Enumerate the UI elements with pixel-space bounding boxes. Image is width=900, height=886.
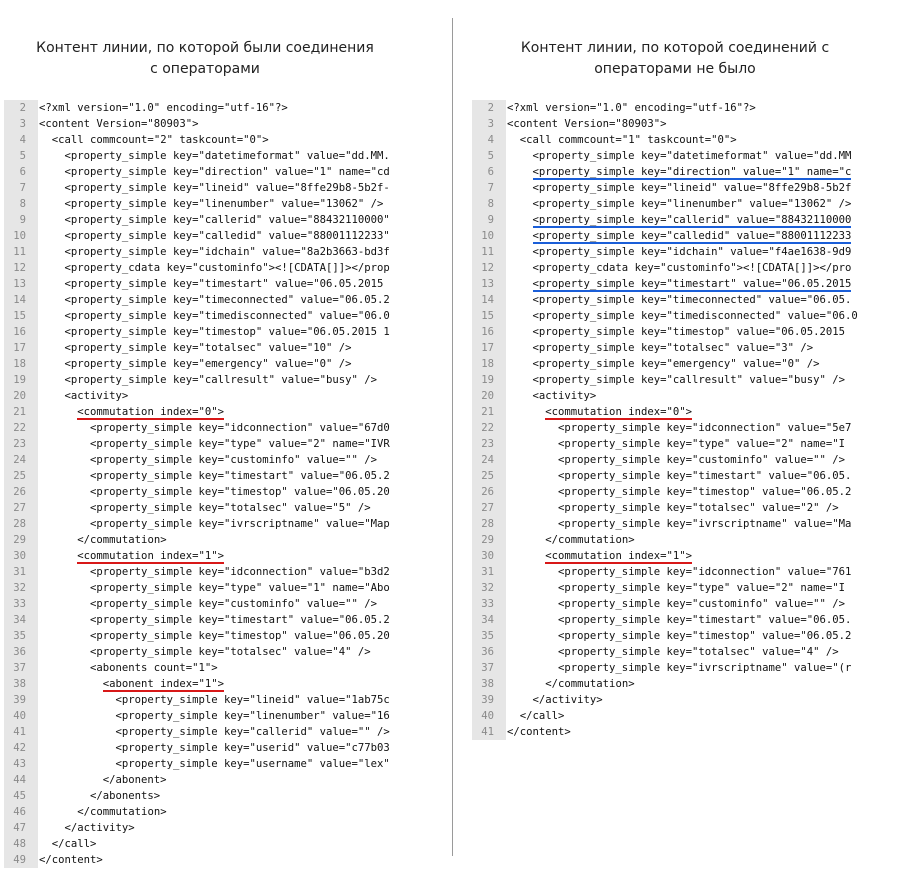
line-number: 3 <box>487 118 494 130</box>
line-number: 10 <box>481 230 494 242</box>
code-text: <property_simple key="callerid" value="88432110000 <box>532 214 852 226</box>
code-text: <property_simple key="type" value="2" name="IVR <box>90 438 390 450</box>
code-line <box>4 276 426 292</box>
line-number: 20 <box>481 390 494 402</box>
line-number: 38 <box>13 678 26 690</box>
code-text: <property_simple key="timestop" value="06.05.20 <box>90 630 390 642</box>
code-line <box>472 420 885 436</box>
code-line <box>4 516 426 532</box>
code-text: <property_simple key="custominfo" value="" /> <box>90 598 378 610</box>
line-number: 4 <box>487 134 494 146</box>
line-number: 22 <box>13 422 26 434</box>
line-number: 20 <box>13 390 26 402</box>
code-line <box>4 708 426 724</box>
line-number: 8 <box>19 198 26 210</box>
code-line <box>4 468 426 484</box>
line-number: 3 <box>19 118 26 130</box>
code-line <box>4 132 426 148</box>
line-number: 18 <box>13 358 26 370</box>
code-text: <call commcount="2" taskcount="0"> <box>51 134 269 146</box>
line-number: 42 <box>13 742 26 754</box>
line-number: 30 <box>481 550 494 562</box>
line-number: 34 <box>481 614 494 626</box>
code-text: <property_simple key="lineid" value="8ffe29b8-5b2f- <box>64 182 390 194</box>
code-line <box>4 324 426 340</box>
code-text: <property_simple key="type" value="2" name="I <box>558 438 846 450</box>
code-text: <property_simple key="idconnection" value="b3d2 <box>90 566 390 578</box>
code-text: <property_simple key="callerid" value="" /> <box>115 726 390 738</box>
line-number: 36 <box>481 646 494 658</box>
code-line <box>472 148 885 164</box>
code-line <box>472 164 885 180</box>
line-number: 12 <box>13 262 26 274</box>
code-text: <property_simple key="idchain" value="8a2b3663-bd3f <box>64 246 390 258</box>
code-text: <property_simple key="timestop" value="06.05.20 <box>90 486 390 498</box>
code-line <box>472 580 885 596</box>
line-number: 38 <box>481 678 494 690</box>
code-text: <property_cdata key="custominfo"><![CDATA[]]></pro <box>532 262 852 274</box>
line-number: 29 <box>481 534 494 546</box>
code-text: <property_simple key="emergency" value="0" /> <box>64 358 352 370</box>
panel-divider <box>452 18 453 856</box>
code-line <box>4 148 426 164</box>
code-line <box>4 308 426 324</box>
line-number: 43 <box>13 758 26 770</box>
line-number: 10 <box>13 230 26 242</box>
line-number: 5 <box>487 150 494 162</box>
code-line <box>4 564 426 580</box>
code-text: <property_simple key="custominfo" value="" /> <box>558 454 846 466</box>
code-text: <property_simple key="timestop" value="06.05.2 <box>558 630 852 642</box>
line-number: 7 <box>19 182 26 194</box>
line-number: 37 <box>481 662 494 674</box>
code-text: </call> <box>51 838 97 850</box>
line-number: 25 <box>13 470 26 482</box>
code-text: <?xml version="1.0" encoding="utf-16"?> <box>507 102 756 114</box>
code-line <box>472 340 885 356</box>
code-line <box>4 532 426 548</box>
code-text: <property_simple key="callresult" value="busy" /> <box>64 374 378 386</box>
line-number: 11 <box>481 246 494 258</box>
code-text: <property_simple key="totalsec" value="4" /> <box>558 646 839 658</box>
code-text: </activity> <box>532 694 603 706</box>
code-text: <property_simple key="timestop" value="06.05.2 <box>558 486 852 498</box>
code-text: <property_cdata key="custominfo"><![CDATA[]]></prop <box>64 262 390 274</box>
code-text: <property_simple key="ivrscriptname" value="Map <box>90 518 390 530</box>
code-line <box>472 532 885 548</box>
code-line <box>472 516 885 532</box>
line-number: 7 <box>487 182 494 194</box>
code-text: <property_simple key="ivrscriptname" value="Ma <box>558 518 852 530</box>
code-text: <abonents count="1"> <box>90 662 218 674</box>
code-text: <commutation index="1"> <box>77 550 224 562</box>
code-text: <property_simple key="timedisconnected" value="06.0 <box>64 310 390 322</box>
code-line <box>4 740 426 756</box>
code-line <box>472 212 885 228</box>
code-line <box>4 804 426 820</box>
line-number: 35 <box>481 630 494 642</box>
code-line <box>472 724 885 740</box>
code-line <box>4 420 426 436</box>
code-text: <content Version="80903"> <box>507 118 667 130</box>
code-text: <property_simple key="timestop" value="06.05.2015 1 <box>64 326 390 338</box>
code-text: <property_simple key="idconnection" value="67d0 <box>90 422 390 434</box>
line-number: 15 <box>481 310 494 322</box>
code-text: <property_simple key="timestart" value="06.05.2015 <box>532 278 852 290</box>
line-number: 46 <box>13 806 26 818</box>
code-text: <property_simple key="idconnection" value="761 <box>558 566 852 578</box>
code-text: </content> <box>507 726 571 738</box>
line-number: 29 <box>13 534 26 546</box>
line-number: 13 <box>481 278 494 290</box>
line-number: 37 <box>13 662 26 674</box>
code-line <box>4 724 426 740</box>
code-text: </abonents> <box>90 790 161 802</box>
code-text: <property_simple key="idchain" value="f4ae1638-9d9 <box>532 246 852 258</box>
line-number: 2 <box>487 102 494 114</box>
line-number: 5 <box>19 150 26 162</box>
line-number: 23 <box>481 438 494 450</box>
line-number: 40 <box>13 710 26 722</box>
line-number: 15 <box>13 310 26 322</box>
code-line <box>4 292 426 308</box>
line-number: 39 <box>13 694 26 706</box>
line-number: 16 <box>13 326 26 338</box>
code-line <box>4 260 426 276</box>
code-text: </content> <box>39 854 103 866</box>
code-line <box>472 548 885 564</box>
code-line <box>4 452 426 468</box>
code-line <box>472 116 885 132</box>
code-line <box>4 596 426 612</box>
code-line <box>4 164 426 180</box>
code-text: <property_simple key="linenumber" value="13062" /> <box>532 198 852 210</box>
code-text: <property_simple key="totalsec" value="4" /> <box>90 646 371 658</box>
line-number: 31 <box>13 566 26 578</box>
line-number: 34 <box>13 614 26 626</box>
code-text: <property_simple key="timestart" value="06.05. <box>558 614 852 626</box>
code-line <box>472 596 885 612</box>
line-number: 32 <box>13 582 26 594</box>
line-number: 24 <box>481 454 494 466</box>
line-number: 27 <box>13 502 26 514</box>
code-line <box>4 212 426 228</box>
line-number: 35 <box>13 630 26 642</box>
code-line <box>4 100 426 116</box>
code-text: <property_simple key="timestart" value="06.05. <box>558 470 852 482</box>
line-number: 33 <box>13 598 26 610</box>
line-number: 28 <box>13 518 26 530</box>
code-line <box>472 244 885 260</box>
code-text: <property_simple key="direction" value="1" name="c <box>532 166 852 178</box>
line-number: 8 <box>487 198 494 210</box>
code-text: <property_simple key="timestart" value="06.05.2 <box>90 614 390 626</box>
code-text: <property_simple key="emergency" value="0" /> <box>532 358 820 370</box>
line-number: 14 <box>481 294 494 306</box>
code-line <box>472 692 885 708</box>
code-line <box>4 788 426 804</box>
code-line <box>4 836 426 852</box>
line-number: 26 <box>13 486 26 498</box>
line-number: 44 <box>13 774 26 786</box>
code-line <box>4 852 426 868</box>
left-caption: Контент линии, по которой были соединения с операторами <box>36 40 374 77</box>
code-line <box>472 260 885 276</box>
line-number: 30 <box>13 550 26 562</box>
line-number: 41 <box>481 726 494 738</box>
line-number: 49 <box>13 854 26 866</box>
code-line <box>4 180 426 196</box>
code-text: <property_simple key="calledid" value="88001112233 <box>532 230 852 242</box>
code-text: <?xml version="1.0" encoding="utf-16"?> <box>39 102 288 114</box>
code-line <box>472 404 885 420</box>
code-text: <property_simple key="timestart" value="06.05.2015 <box>64 278 384 290</box>
line-number: 27 <box>481 502 494 514</box>
line-number: 25 <box>481 470 494 482</box>
code-text: <property_simple key="totalsec" value="3" /> <box>532 342 814 354</box>
code-text: <property_simple key="totalsec" value="10" /> <box>64 342 352 354</box>
code-line <box>472 372 885 388</box>
line-number: 40 <box>481 710 494 722</box>
code-line <box>472 180 885 196</box>
code-line <box>472 644 885 660</box>
line-number: 14 <box>13 294 26 306</box>
code-line <box>472 276 885 292</box>
code-line <box>4 228 426 244</box>
code-line <box>472 292 885 308</box>
code-text: </commutation> <box>77 806 167 818</box>
code-text: <property_simple key="lineid" value="8ffe29b8-5b2f <box>532 182 852 194</box>
line-number: 19 <box>481 374 494 386</box>
code-text: <property_simple key="timeconnected" value="06.05. <box>532 294 852 306</box>
line-number: 45 <box>13 790 26 802</box>
code-line <box>472 308 885 324</box>
code-line <box>4 436 426 452</box>
code-line <box>472 708 885 724</box>
code-line <box>4 404 426 420</box>
code-text: <property_simple key="custominfo" value="" /> <box>558 598 846 610</box>
code-text: <property_simple key="callresult" value="busy" /> <box>532 374 846 386</box>
line-number: 32 <box>481 582 494 594</box>
code-line <box>4 820 426 836</box>
line-number: 21 <box>481 406 494 418</box>
code-text: <property_simple key="custominfo" value="" /> <box>90 454 378 466</box>
line-number: 9 <box>19 214 26 226</box>
right-code-listing <box>472 100 885 740</box>
code-line <box>472 628 885 644</box>
code-line <box>4 756 426 772</box>
code-line <box>472 324 885 340</box>
code-line <box>472 196 885 212</box>
code-line <box>4 612 426 628</box>
code-line <box>472 132 885 148</box>
line-number: 33 <box>481 598 494 610</box>
code-text: <property_simple key="ivrscriptname" value="(r <box>558 662 852 674</box>
line-number: 19 <box>13 374 26 386</box>
code-text: <call commcount="1" taskcount="0"> <box>519 134 737 146</box>
line-number: 11 <box>13 246 26 258</box>
code-line <box>4 244 426 260</box>
code-line <box>4 660 426 676</box>
code-text: <property_simple key="idconnection" value="5e7 <box>558 422 852 434</box>
line-number: 17 <box>13 342 26 354</box>
code-text: <activity> <box>64 390 129 402</box>
line-number: 12 <box>481 262 494 274</box>
code-line <box>4 388 426 404</box>
code-line <box>4 580 426 596</box>
line-number: 28 <box>481 518 494 530</box>
code-text: </abonent> <box>102 774 167 786</box>
line-number: 26 <box>481 486 494 498</box>
code-text: <property_simple key="type" value="2" name="I <box>558 582 846 594</box>
code-text: <property_simple key="direction" value="1" name="cd <box>64 166 390 178</box>
code-line <box>472 356 885 372</box>
code-line <box>4 500 426 516</box>
code-text: <property_simple key="totalsec" value="5" /> <box>90 502 371 514</box>
code-line <box>4 340 426 356</box>
line-number: 24 <box>13 454 26 466</box>
line-number: 17 <box>481 342 494 354</box>
code-text: <property_simple key="timeconnected" value="06.05.2 <box>64 294 390 306</box>
code-text: <property_simple key="totalsec" value="2" /> <box>558 502 839 514</box>
code-text: <content Version="80903"> <box>39 118 199 130</box>
code-line <box>472 468 885 484</box>
code-line <box>4 676 426 692</box>
line-number: 4 <box>19 134 26 146</box>
code-text: <property_simple key="timestop" value="06.05.2015 <box>532 326 846 338</box>
code-line <box>472 676 885 692</box>
code-text: <property_simple key="datetimeformat" value="dd.MM <box>532 150 852 162</box>
code-line <box>4 356 426 372</box>
code-text: <property_simple key="userid" value="c77b03 <box>115 742 390 754</box>
right-caption: Контент линии, по которой соединений с операторами не было <box>520 40 830 77</box>
code-text: <abonent index="1"> <box>102 678 224 690</box>
code-text: <commutation index="0"> <box>545 406 692 418</box>
code-text: <property_simple key="username" value="lex" <box>115 758 390 770</box>
code-text: <property_simple key="linenumber" value="16 <box>115 710 390 722</box>
line-number: 39 <box>481 694 494 706</box>
code-text: <activity> <box>532 390 597 402</box>
code-line <box>4 484 426 500</box>
code-text: <property_simple key="datetimeformat" value="dd.MM. <box>64 150 390 162</box>
code-line <box>472 100 885 116</box>
line-number: 48 <box>13 838 26 850</box>
code-text: </commutation> <box>545 678 635 690</box>
line-number: 47 <box>13 822 26 834</box>
line-number: 23 <box>13 438 26 450</box>
code-text: <property_simple key="calledid" value="88001112233" <box>64 230 390 242</box>
line-number: 22 <box>481 422 494 434</box>
code-text: <commutation index="0"> <box>77 406 224 418</box>
code-line <box>4 692 426 708</box>
line-number: 16 <box>481 326 494 338</box>
code-text: <property_simple key="lineid" value="1ab75c <box>115 694 390 706</box>
line-number: 2 <box>19 102 26 114</box>
line-number: 21 <box>13 406 26 418</box>
code-line <box>472 452 885 468</box>
code-line <box>472 484 885 500</box>
code-line <box>472 500 885 516</box>
code-text: <property_simple key="timedisconnected" value="06.0 <box>532 310 858 322</box>
line-number: 18 <box>481 358 494 370</box>
line-number: 6 <box>19 166 26 178</box>
line-number: 13 <box>13 278 26 290</box>
code-line <box>472 228 885 244</box>
code-line <box>4 644 426 660</box>
line-number: 9 <box>487 214 494 226</box>
code-line <box>4 548 426 564</box>
code-line <box>472 612 885 628</box>
code-text: </commutation> <box>545 534 635 546</box>
line-number: 31 <box>481 566 494 578</box>
code-line <box>472 564 885 580</box>
line-number: 6 <box>487 166 494 178</box>
left-code-listing <box>4 100 426 868</box>
code-line <box>472 388 885 404</box>
code-line <box>4 372 426 388</box>
code-text: <property_simple key="timestart" value="06.05.2 <box>90 470 390 482</box>
line-number: 41 <box>13 726 26 738</box>
code-text: <property_simple key="linenumber" value="13062" /> <box>64 198 384 210</box>
code-line <box>472 436 885 452</box>
code-line <box>4 116 426 132</box>
code-line <box>4 196 426 212</box>
code-text: <commutation index="1"> <box>545 550 692 562</box>
code-line <box>4 772 426 788</box>
line-number: 36 <box>13 646 26 658</box>
code-text: </commutation> <box>77 534 167 546</box>
code-text: </call> <box>519 710 565 722</box>
code-line <box>4 628 426 644</box>
code-line <box>472 660 885 676</box>
code-text: <property_simple key="callerid" value="88432110000" <box>64 214 390 226</box>
code-text: </activity> <box>64 822 135 834</box>
code-text: <property_simple key="type" value="1" name="Abo <box>90 582 390 594</box>
